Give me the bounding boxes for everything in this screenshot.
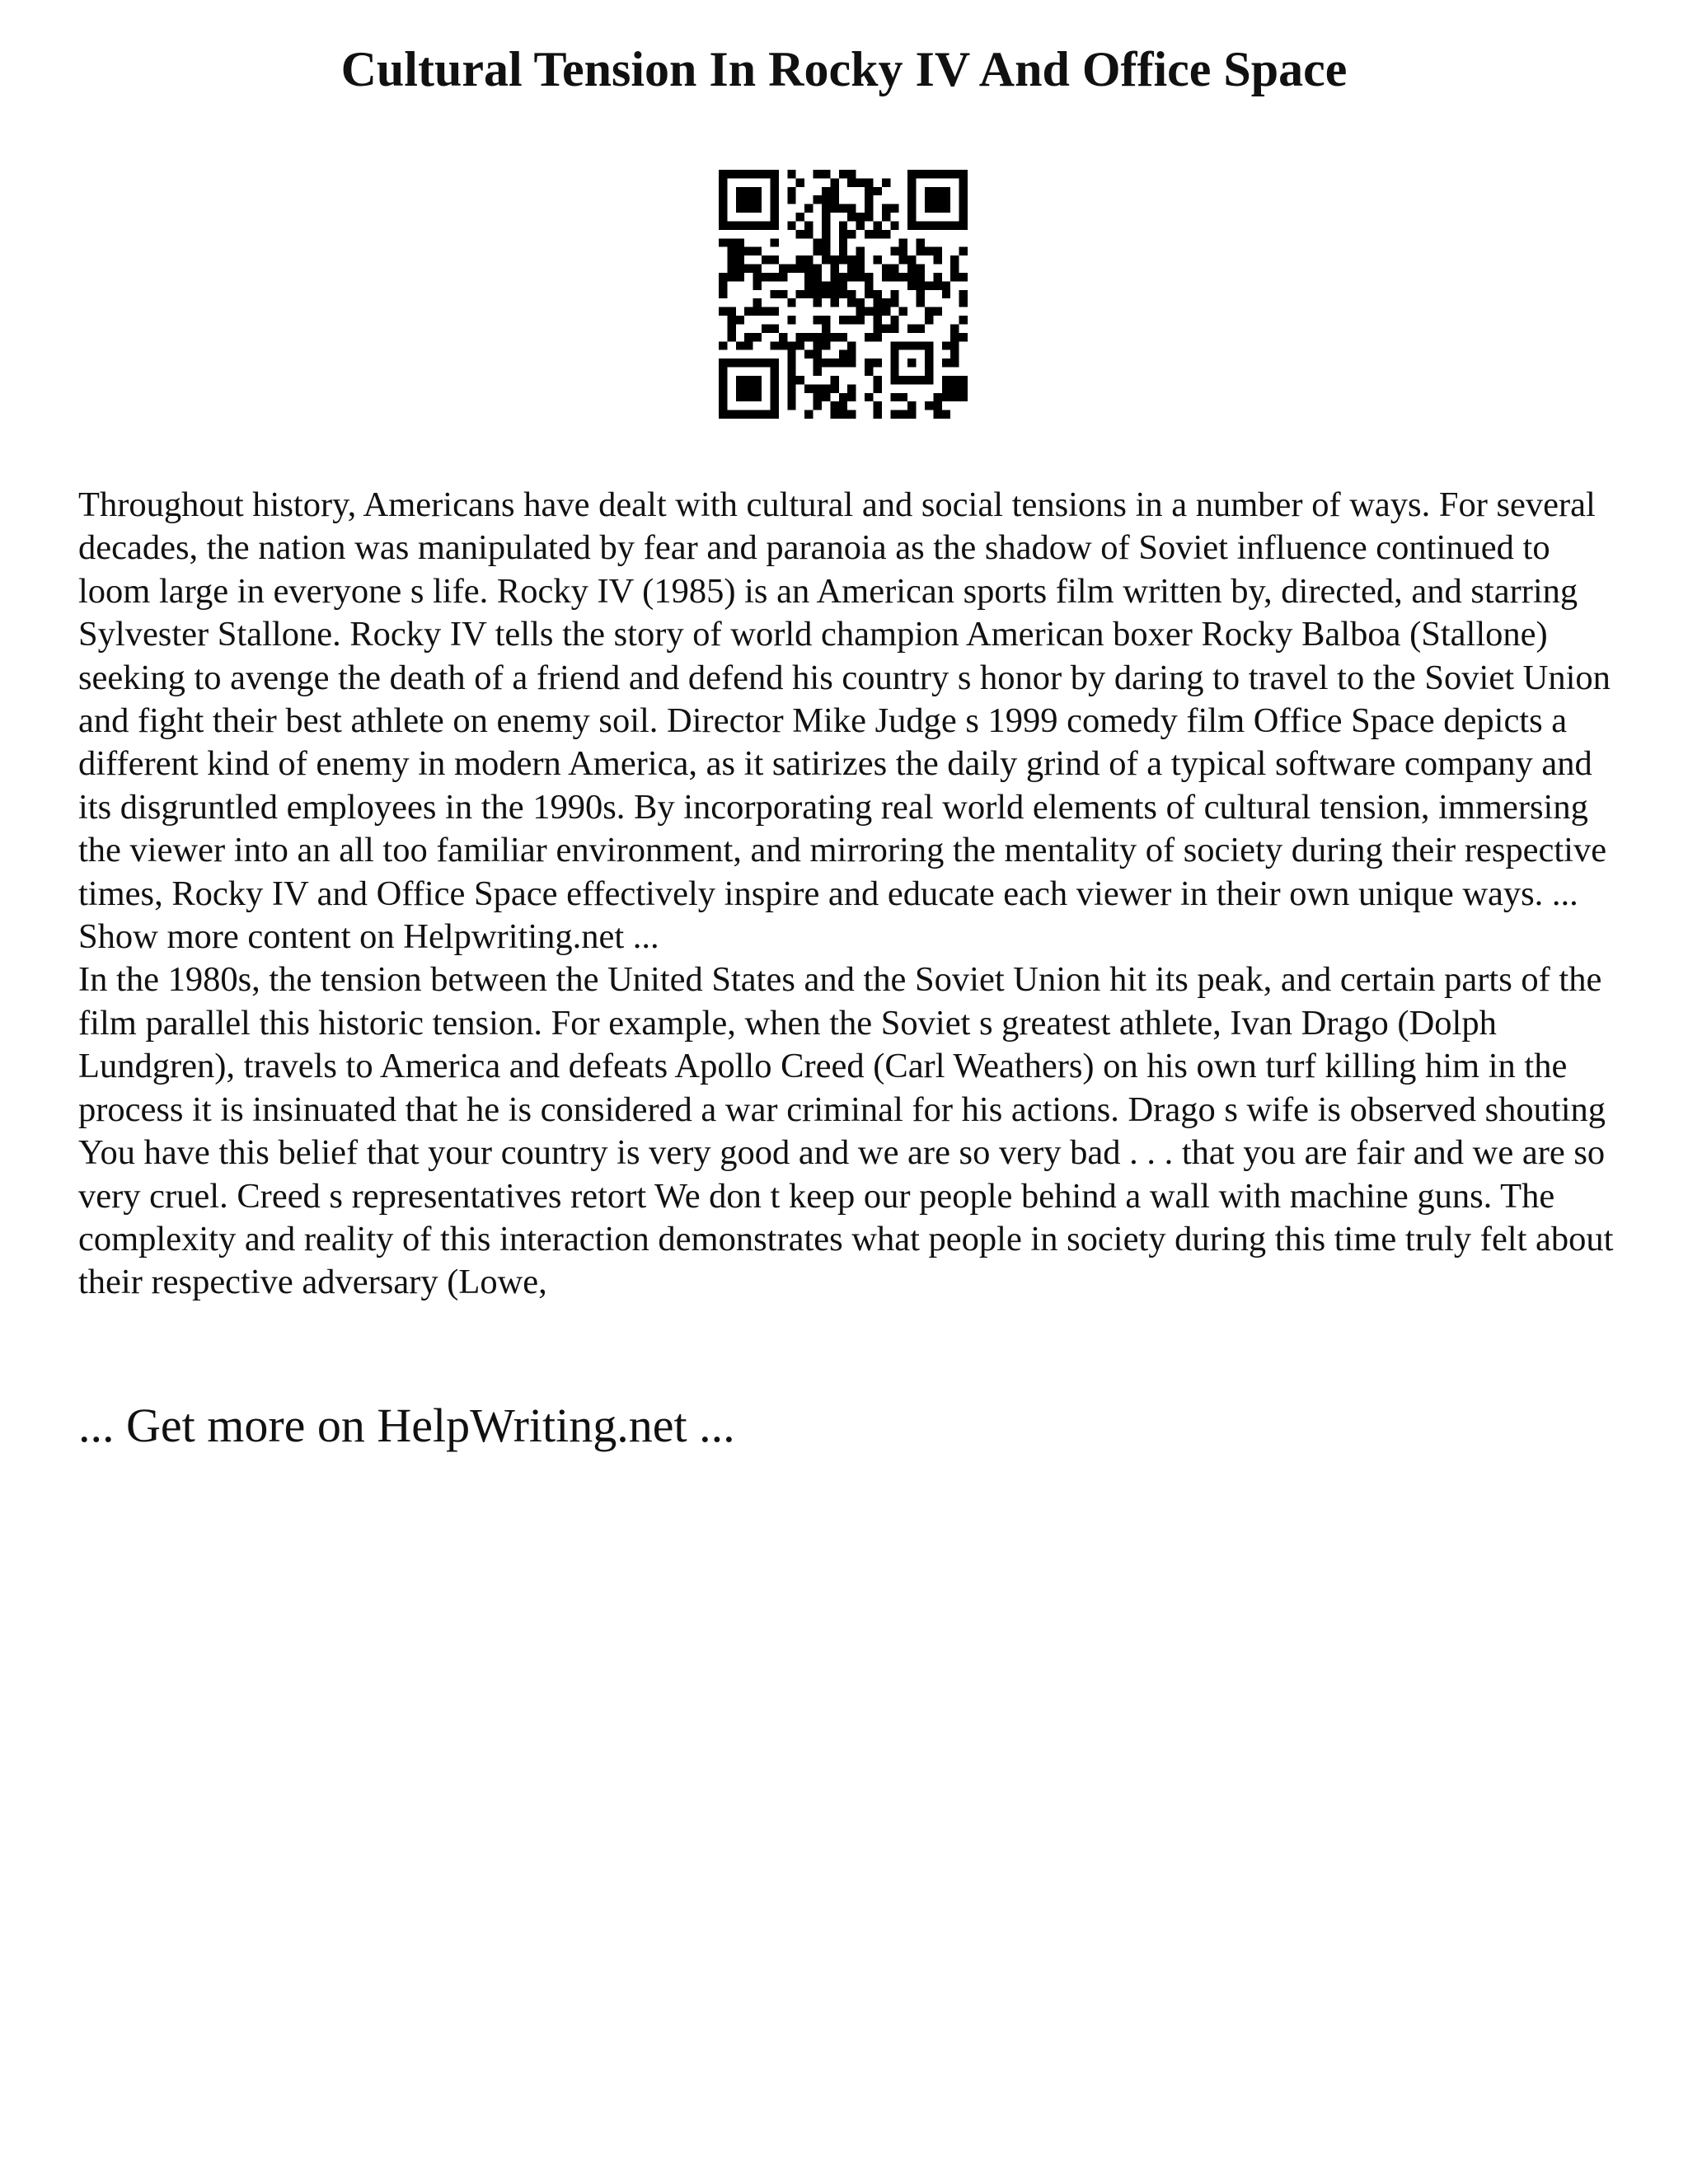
qr-code-icon — [719, 170, 968, 419]
paragraph-1: Throughout history, Americans have dealt with cultural and social tensions in a number of ways. For several decades, the nation was manipulated by fear and paranoia as the shadow of Soviet influence continued to loom large in everyone s life. Rocky IV (1985) is an American sports film written by, directed, and starring Sylvester Stallone. Rocky IV tells the story of world champion American boxer Rocky Balboa (Stallone) seeking to avenge the death of a friend and defend his country s honor by daring to travel to the Soviet Union and fight their best athlete on enemy soil. Director Mike Judge s 1999 comedy film Office Space depicts a different kind of enemy in modern America, as it satirizes the daily grind of a typical software company and its disgruntled employees in the 1990s. By incorporating real world elements of cultural tension, immersing the viewer into an all too familiar environment, and mirroring the mentality of society during their respective times, Rocky IV and Office Space effectively inspire and educate each viewer in their own unique ways. ... Show more content on Helpwriting.net ... — [78, 485, 1611, 957]
paragraph-2: In the 1980s, the tension between the United States and the Soviet Union hit its peak, and certain parts of the film parallel this historic tension. For example, when the Soviet s greatest athlete, Ivan Drago (Dolph Lundgren), travels to America and defeats Apollo Creed (Carl Weathers) on his own turf killing him in the process it is insinuated that he is considered a war criminal for his actions. Drago s wife is observed shouting You have this belief that your country is very good and we are so very bad . . . that you are fair and we are so very cruel. Creed s representatives retort We don t keep our people behind a wall with machine guns. The complexity and reality of this interaction demonstrates what people in society during this time truly felt about their respective adversary (Lowe, — [78, 960, 1614, 1302]
document-body — [78, 484, 1620, 1305]
get-more-link[interactable]: ... Get more on HelpWriting.net ... — [78, 1399, 735, 1452]
document-title: Cultural Tension In Rocky IV And Office Space — [340, 42, 1348, 96]
